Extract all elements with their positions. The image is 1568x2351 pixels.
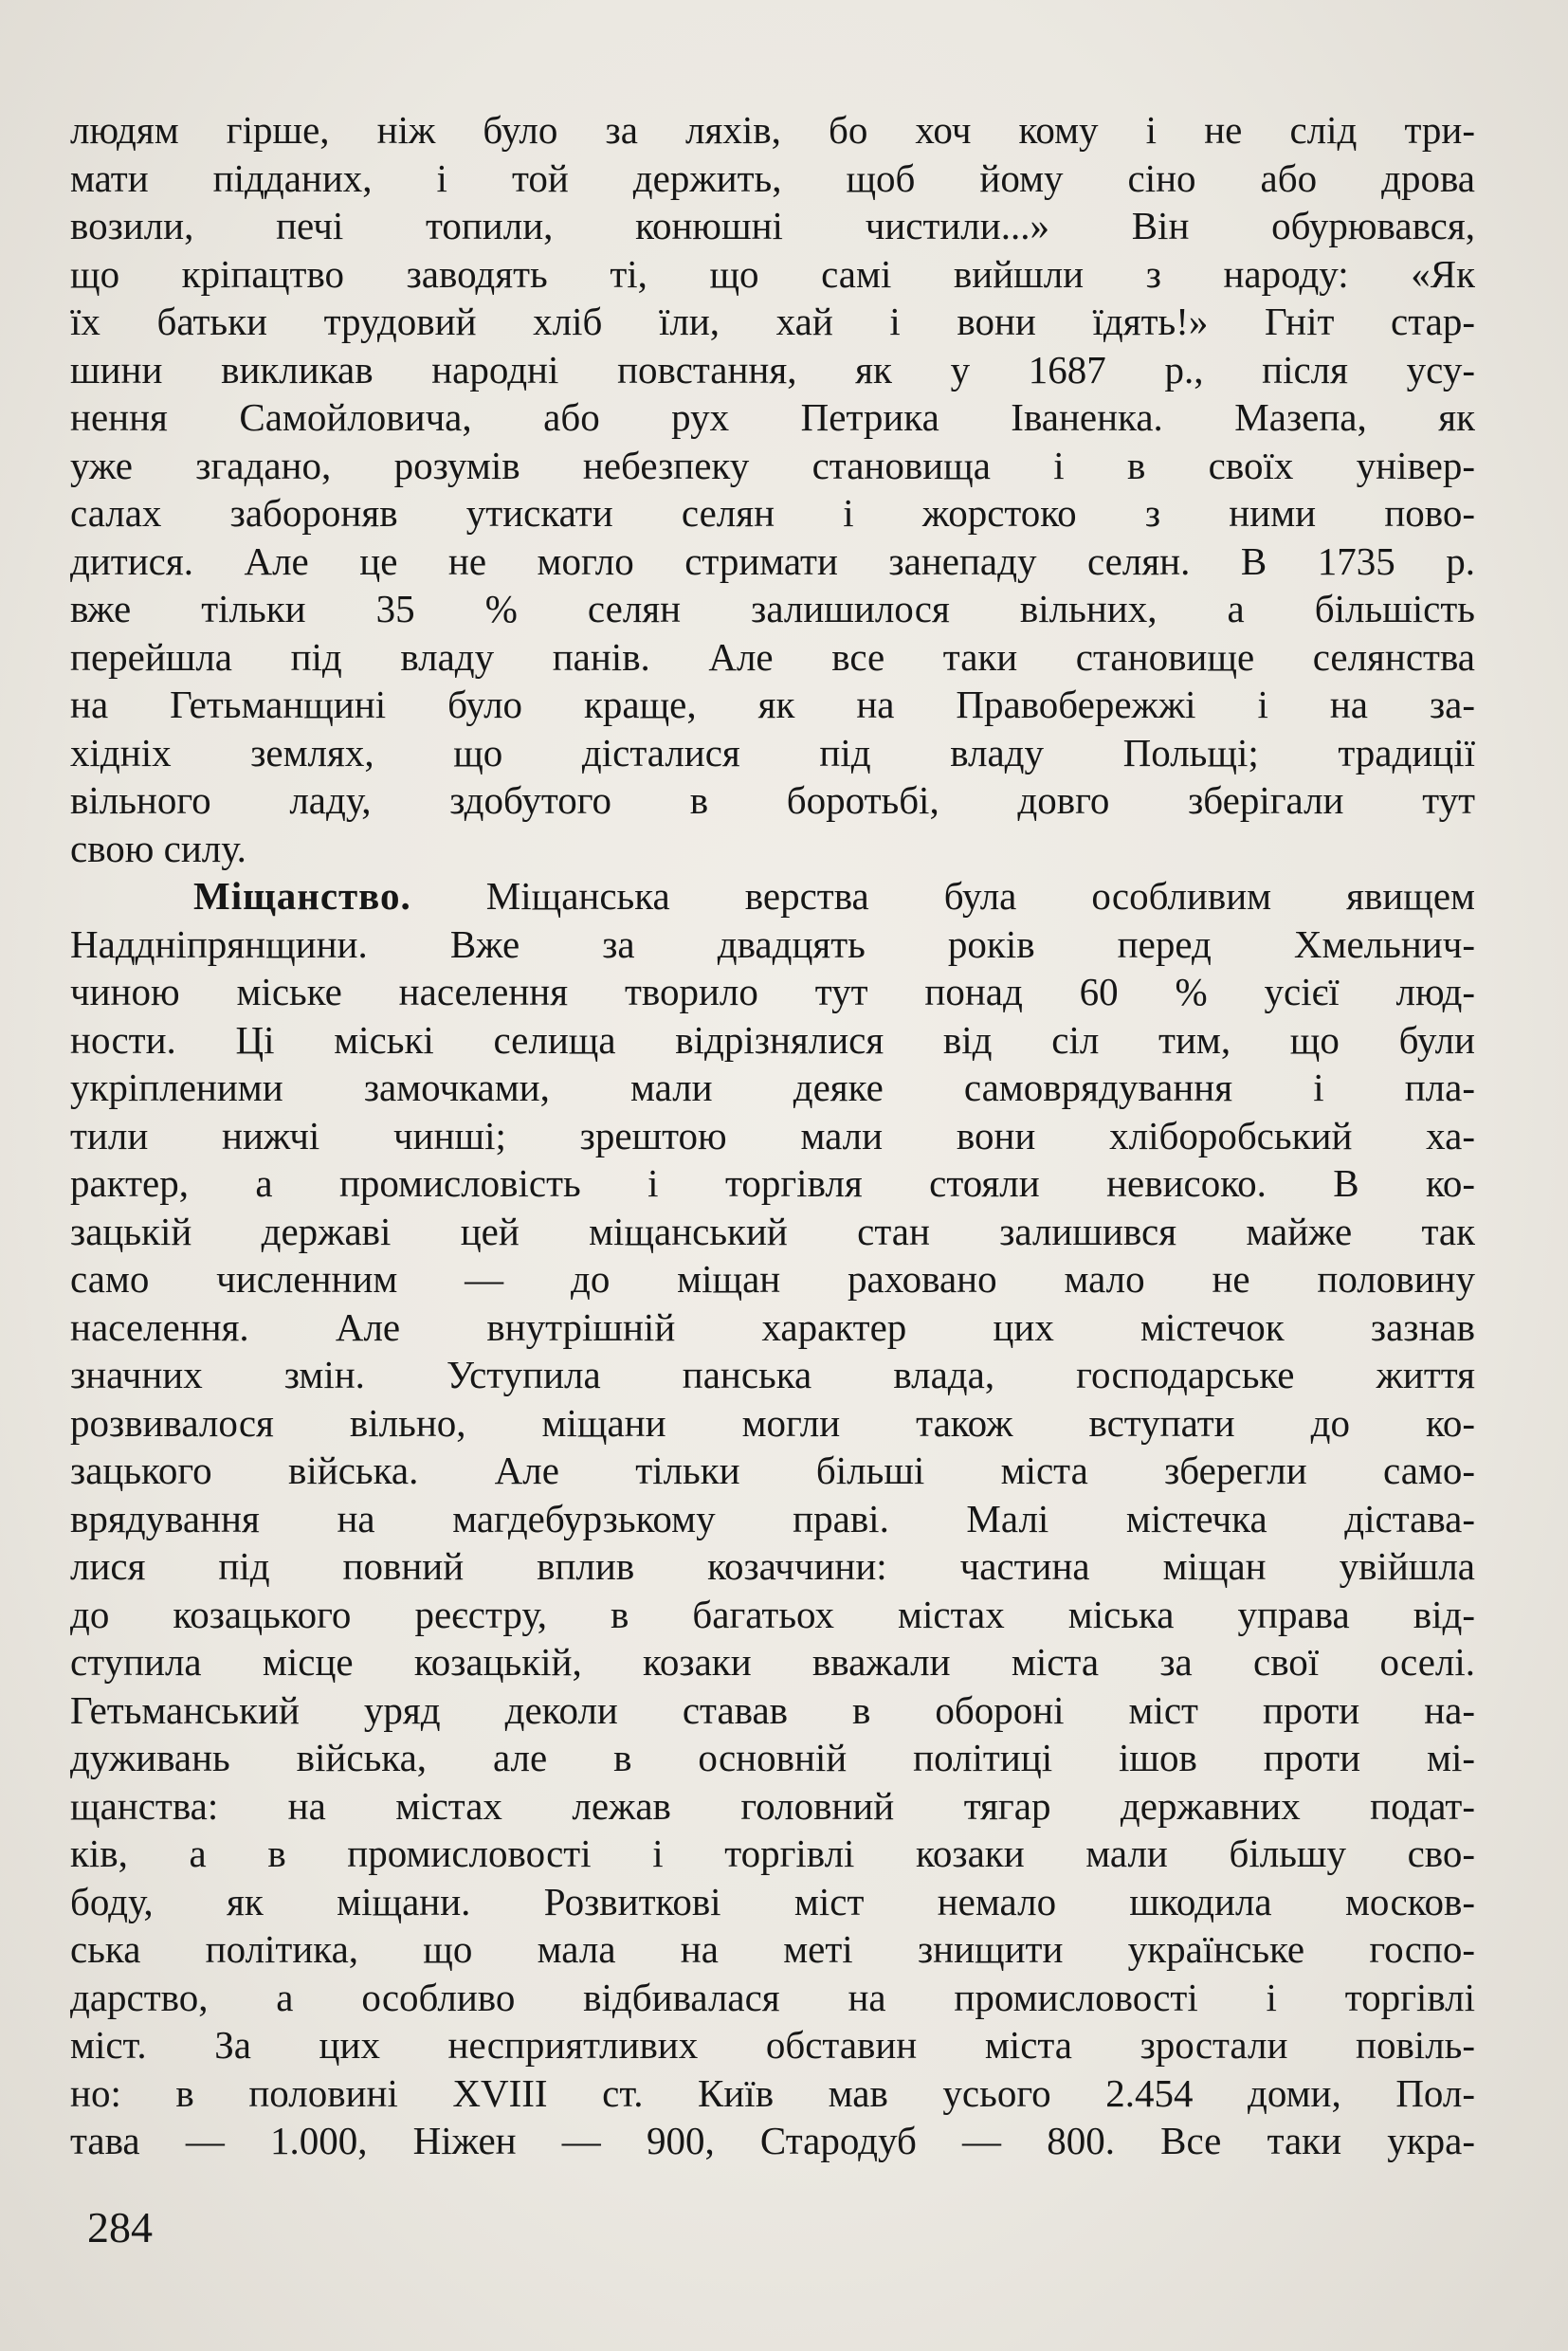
text-line: їх батьки трудовий хліб їли, хай і вони їдять!» Гніт стар-	[70, 300, 1475, 343]
text-line: перейшла під владу панів. Але все таки становище селянства	[70, 634, 1475, 679]
text-line: лися під повний вплив козаччини: частина міщан увійшла	[70, 1544, 1475, 1588]
text-line: Міщанська верства була особливим явищем	[410, 874, 1475, 918]
text-line: зацького війська. Але тільки більші міста зберегли само-	[70, 1449, 1475, 1492]
text-line: розвивалося вільно, міщани могли також вступати до ко-	[70, 1400, 1475, 1445]
text-line: ности. Ці міські селища відрізнялися від сіл тим, що були	[70, 1017, 1475, 1062]
text-line: укріпленими замочками, мали деяке самоврядування і пла-	[70, 1066, 1475, 1109]
section-heading-line	[70, 872, 1475, 920]
text-line: ська політика, що мала на меті знищити українське госпо-	[70, 1927, 1475, 1971]
text-line: щанства: на містах лежав головний тягар державних подат-	[70, 1783, 1475, 1828]
text-line: боду, як міщани. Розвиткові міст немало шкодила москов-	[70, 1879, 1475, 1923]
text-line: уже згадано, розумів небезпеку становища і в своїх універ-	[70, 443, 1475, 487]
text-line: Гетьманський уряд деколи ставав в обороні міст проти на-	[70, 1687, 1475, 1732]
text-line: на Гетьманщині було краще, як на Правобережжі і на за-	[70, 683, 1475, 726]
text-line: тава — 1.000, Ніжен — 900, Стародуб — 800. Все таки укра-	[70, 2119, 1475, 2162]
text-line: мати підданих, і той держить, щоб йому сіно або дрова	[70, 155, 1475, 200]
text-line: хідніх землях, що дісталися під владу Польщі; традиції	[70, 730, 1475, 775]
text-line: що кріпацтво заводять ті, що самі вийшли з народу: «Як	[70, 251, 1475, 296]
text-line: но: в половині XVIII ст. Київ мав усього 2.454 доми, Пол-	[70, 2070, 1475, 2115]
text-line: до козацького реєстру, в багатьох містах міська управа від-	[70, 1592, 1475, 1636]
text-line: людям гірше, ніж було за ляхів, бо хоч кому і не слід три-	[70, 108, 1475, 152]
body-text	[70, 106, 1475, 2165]
text-line: салах забороняв утискати селян і жорстоко з ними пово-	[70, 491, 1475, 535]
text-line: ків, а в промисловості і торгівлі козаки мали більшу сво-	[70, 1832, 1475, 1875]
text-line: вільного ладу, здобутого в боротьбі, довго зберігали тут	[70, 778, 1475, 822]
text-line: міст. За цих несприятливих обставин міста зростали повіль-	[70, 2023, 1475, 2067]
text-line: врядування на магдебурзькому праві. Малі містечка дістава-	[70, 1496, 1475, 1540]
text-line: Наддніпрянщини. Вже за двадцять років перед Хмельнич-	[70, 921, 1475, 966]
text-line: рактер, а промисловість і торгівля стояли невисоко. В ко-	[70, 1161, 1475, 1205]
text-line: дуживань війська, але в основній політиці ішов проти мі-	[70, 1736, 1475, 1779]
page-number: 284	[87, 2203, 153, 2251]
text-line: чиною міське населення творило тут понад 60 % усієї люд-	[70, 970, 1475, 1013]
text-line: вже тільки 35 % селян залишилося вільних, а більшість	[70, 587, 1475, 630]
section-heading: Міщанство.	[193, 874, 411, 918]
text-line: дарство, а особливо відбивалася на промисловості і торгівлі	[70, 1975, 1475, 2019]
text-line: свою силу.	[70, 826, 246, 870]
text-line: само численним — до міщан раховано мало не половину	[70, 1257, 1475, 1301]
text-line: возили, печі топили, конюшні чистили...» Він обурювався,	[70, 204, 1475, 247]
text-line: зацькій державі цей міщанський стан залишився майже так	[70, 1209, 1475, 1253]
text-line: ступила місце козацькій, козаки вважали міста за свої оселі.	[70, 1640, 1475, 1684]
text-line: дитися. Але це не могло стримати занепаду селян. В 1735 р.	[70, 538, 1475, 583]
text-line: нення Самойловича, або рух Петрика Іваненка. Мазепа, як	[70, 395, 1475, 439]
text-line: значних змін. Уступила панська влада, господарське життя	[70, 1353, 1475, 1396]
text-line: тили нижчі чинші; зрештою мали вони хліборобський ха-	[70, 1113, 1475, 1157]
text-line: населення. Але внутрішній характер цих містечок зазнав	[70, 1304, 1475, 1349]
text-line: шини викликав народні повстання, як у 1687 р., після усу-	[70, 347, 1475, 392]
